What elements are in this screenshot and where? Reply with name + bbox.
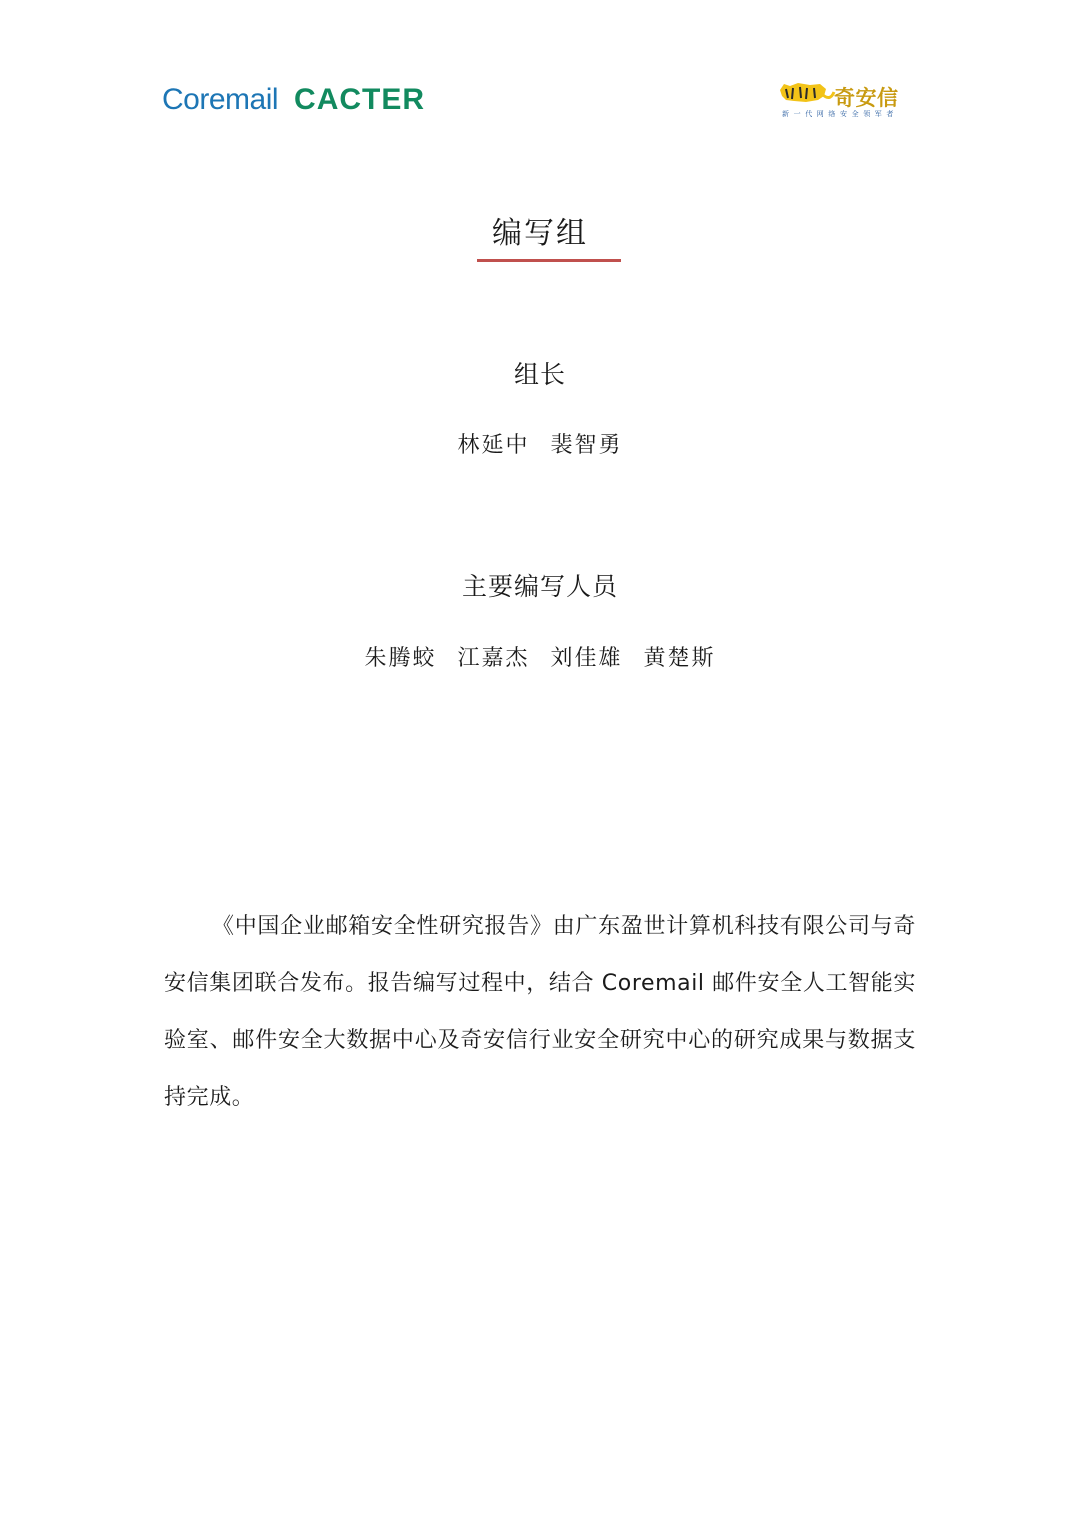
leader-names [0,428,1080,459]
page-header [0,0,1080,150]
qianxin-logo-text: 奇安信 [834,86,899,110]
title-underline [477,259,621,262]
writer-name: 刘佳雄 [550,646,623,671]
qianxin-tagline: 新一代网络安全领军者 [782,110,898,118]
writers-heading: 主要编写人员 [461,572,618,601]
leader-name: 林延中 [457,433,530,458]
page-title: 编写组 [492,216,588,251]
writer-name: 江嘉杰 [457,646,530,671]
cacter-logo-text: CACTER [294,83,426,116]
coremail-logo-text: Coremail [162,83,279,116]
writer-name: 朱腾蛟 [364,646,437,671]
qianxin-mascot-icon [776,80,836,110]
writer-name: 黄楚斯 [643,646,716,671]
qianxin-logo [776,80,908,120]
writers-names [0,641,1080,672]
leader-heading: 组长 [513,360,566,389]
report-description-paragraph: 《中国企业邮箱安全性研究报告》由广东盈世计算机科技有限公司与奇安信集团联合发布。报告编写过程中，结合 Coremail 邮件安全人工智能实验室、邮件安全大数据中心及奇安信行业安全研究中心的研究成果与数据支持完成。 [164,914,916,1110]
leader-name: 裴智勇 [550,433,623,458]
coremail-cacter-logo [162,78,425,122]
